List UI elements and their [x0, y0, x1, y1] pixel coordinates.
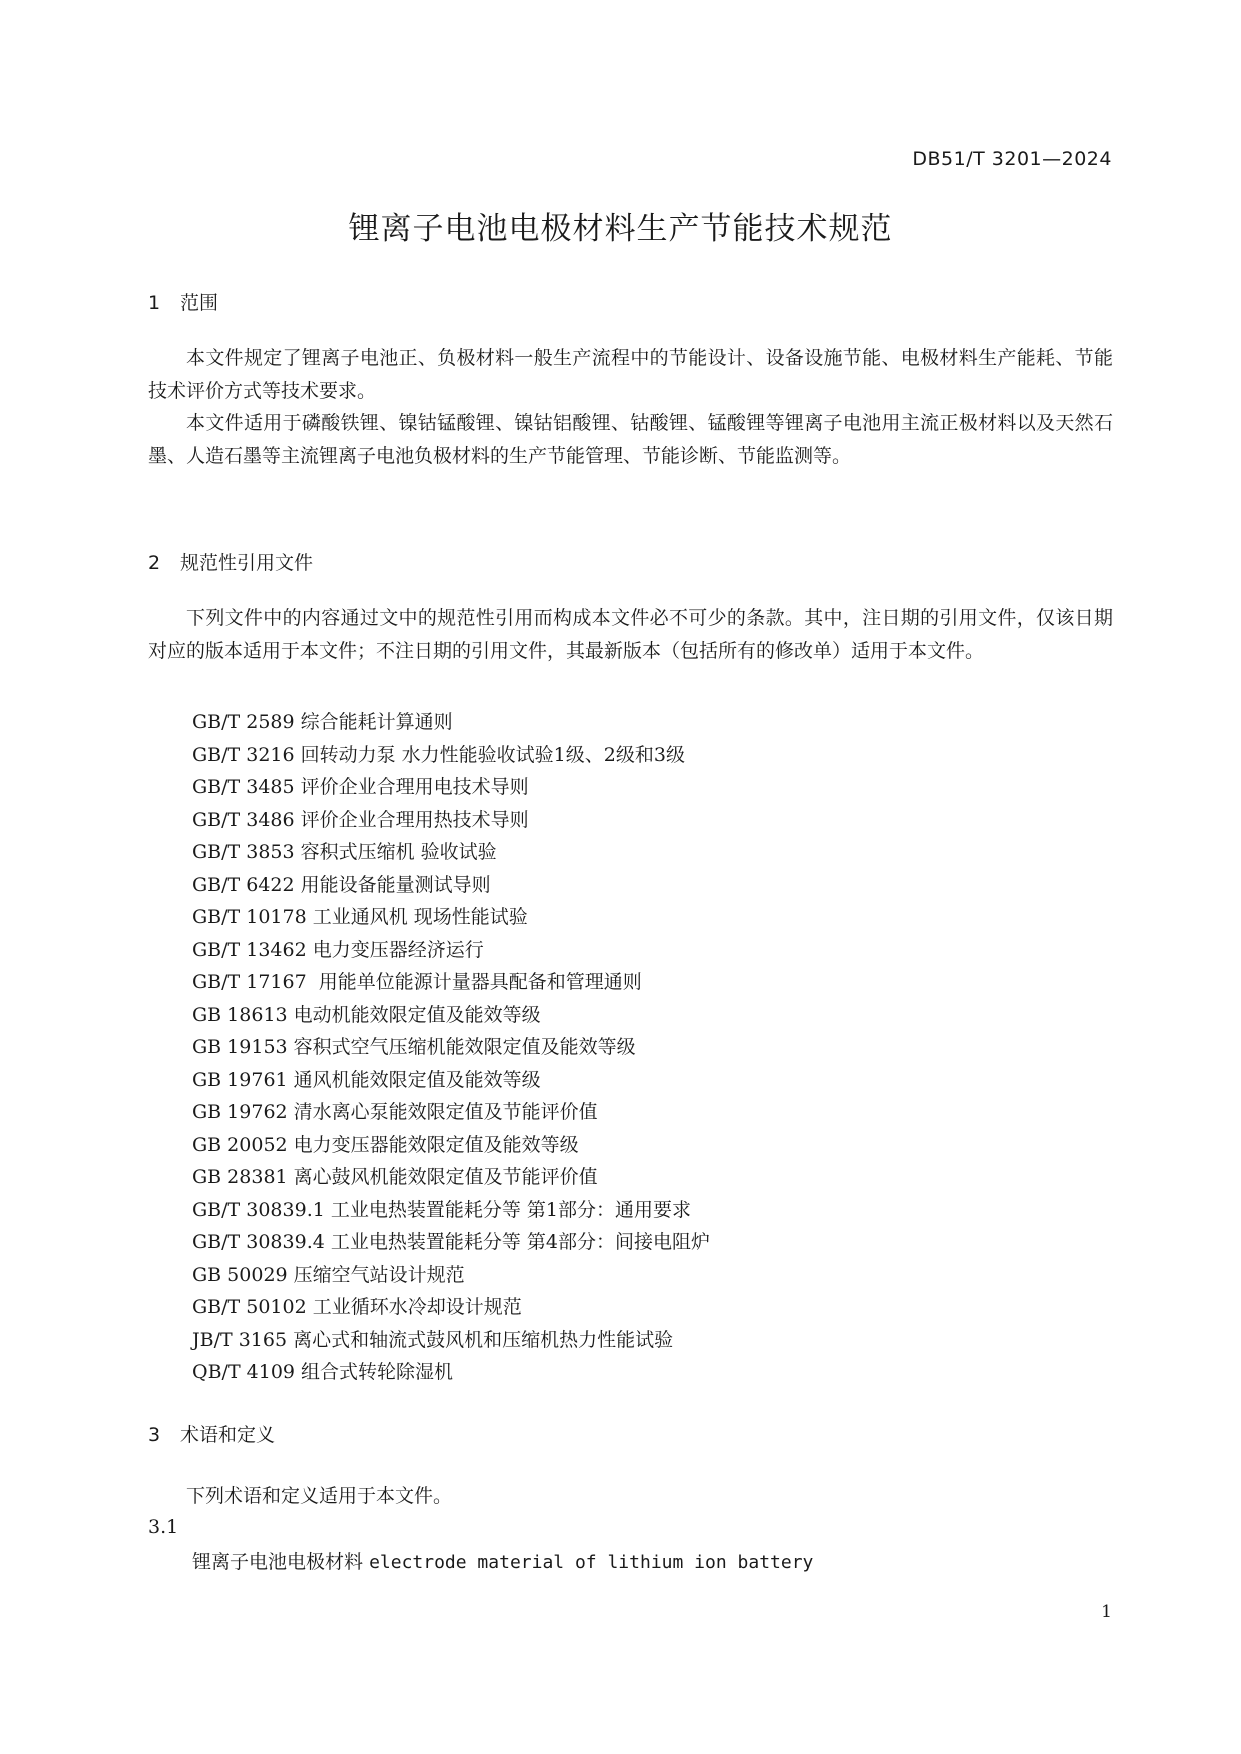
term-entry [192, 1547, 813, 1574]
reference-item: GB/T 2589 综合能耗计算通则 [192, 711, 453, 733]
scope-paragraph-2: 本文件适用于磷酸铁锂、镍钴锰酸锂、镍钴铝酸锂、钴酸锂、锰酸锂等锂离子电池用主流正极材料以及天然石墨、人造石墨等主流锂离子电池负极材料的生产节能管理、节能诊断、节能监测等。 [148, 412, 1113, 467]
section-title: 术语和定义 [180, 1424, 276, 1446]
document-code: DB51/T 3201—2024 [912, 148, 1112, 170]
page-number: 1 [1101, 1602, 1112, 1622]
terms-intro: 下列术语和定义适用于本文件。 [186, 1485, 453, 1507]
reference-list [192, 706, 710, 1389]
reference-item: GB/T 50102 工业循环水冷却设计规范 [192, 1296, 522, 1318]
section-3-heading [148, 1420, 275, 1447]
reference-item: QB/T 4109 组合式转轮除湿机 [192, 1361, 454, 1383]
section-2-heading [148, 548, 313, 575]
section-number: 3 [148, 1424, 161, 1446]
reference-item: GB 28381 离心鼓风机能效限定值及节能评价值 [192, 1166, 598, 1188]
term-chinese: 锂离子电池电极材料 [192, 1551, 364, 1573]
reference-item: GB/T 17167 用能单位能源计量器具配备和管理通则 [192, 971, 642, 993]
reference-item: JB/T 3165 离心式和轴流式鼓风机和压缩机热力性能试验 [192, 1328, 674, 1351]
reference-item: GB/T 30839.1 工业电热装置能耗分等 第1部分：通用要求 [192, 1198, 691, 1221]
document-title: 锂离子电池电极材料生产节能技术规范 [348, 211, 893, 247]
reference-item: GB 19762 清水离心泵能效限定值及节能评价值 [192, 1101, 598, 1123]
term-number: 3.1 [148, 1516, 179, 1538]
reference-item: GB/T 10178 工业通风机 现场性能试验 [192, 906, 528, 928]
reference-item: GB/T 3853 容积式压缩机 验收试验 [192, 841, 497, 863]
scope-paragraph-1: 本文件规定了锂离子电池正、负极材料一般生产流程中的节能设计、设备设施节能、电极材料生产能耗、节能技术评价方式等技术要求。 [148, 347, 1113, 402]
reference-item: GB 19153 容积式空气压缩机能效限定值及能效等级 [192, 1036, 636, 1058]
section-number: 1 [148, 292, 161, 314]
reference-item: GB 20052 电力变压器能效限定值及能效等级 [192, 1133, 579, 1156]
term-english: electrode material of lithium ion battery [369, 1552, 814, 1573]
reference-item: GB/T 6422 用能设备能量测试导则 [192, 873, 491, 896]
reference-item: GB 50029 压缩空气站设计规范 [192, 1263, 465, 1286]
section-title: 范围 [180, 292, 219, 314]
section-1-heading [148, 288, 218, 315]
reference-item: GB/T 3216 回转动力泵 水力性能验收试验1级、2级和3级 [192, 743, 685, 766]
section-title: 规范性引用文件 [180, 552, 314, 574]
section-number: 2 [148, 552, 161, 574]
normative-refs-intro: 下列文件中的内容通过文中的规范性引用而构成本文件必不可少的条款。其中，注日期的引用文件，仅该日期对应的版本适用于本文件；不注日期的引用文件，其最新版本（包括所有的修改单）适用于本文件。 [148, 607, 1113, 662]
reference-item: GB/T 13462 电力变压器经济运行 [192, 938, 484, 961]
reference-item: GB/T 3486 评价企业合理用热技术导则 [192, 808, 529, 831]
reference-item: GB 19761 通风机能效限定值及能效等级 [192, 1068, 541, 1091]
reference-item: GB/T 3485 评价企业合理用电技术导则 [192, 776, 529, 798]
reference-item: GB 18613 电动机能效限定值及能效等级 [192, 1003, 541, 1026]
reference-item: GB/T 30839.4 工业电热装置能耗分等 第4部分：间接电阻炉 [192, 1231, 710, 1253]
